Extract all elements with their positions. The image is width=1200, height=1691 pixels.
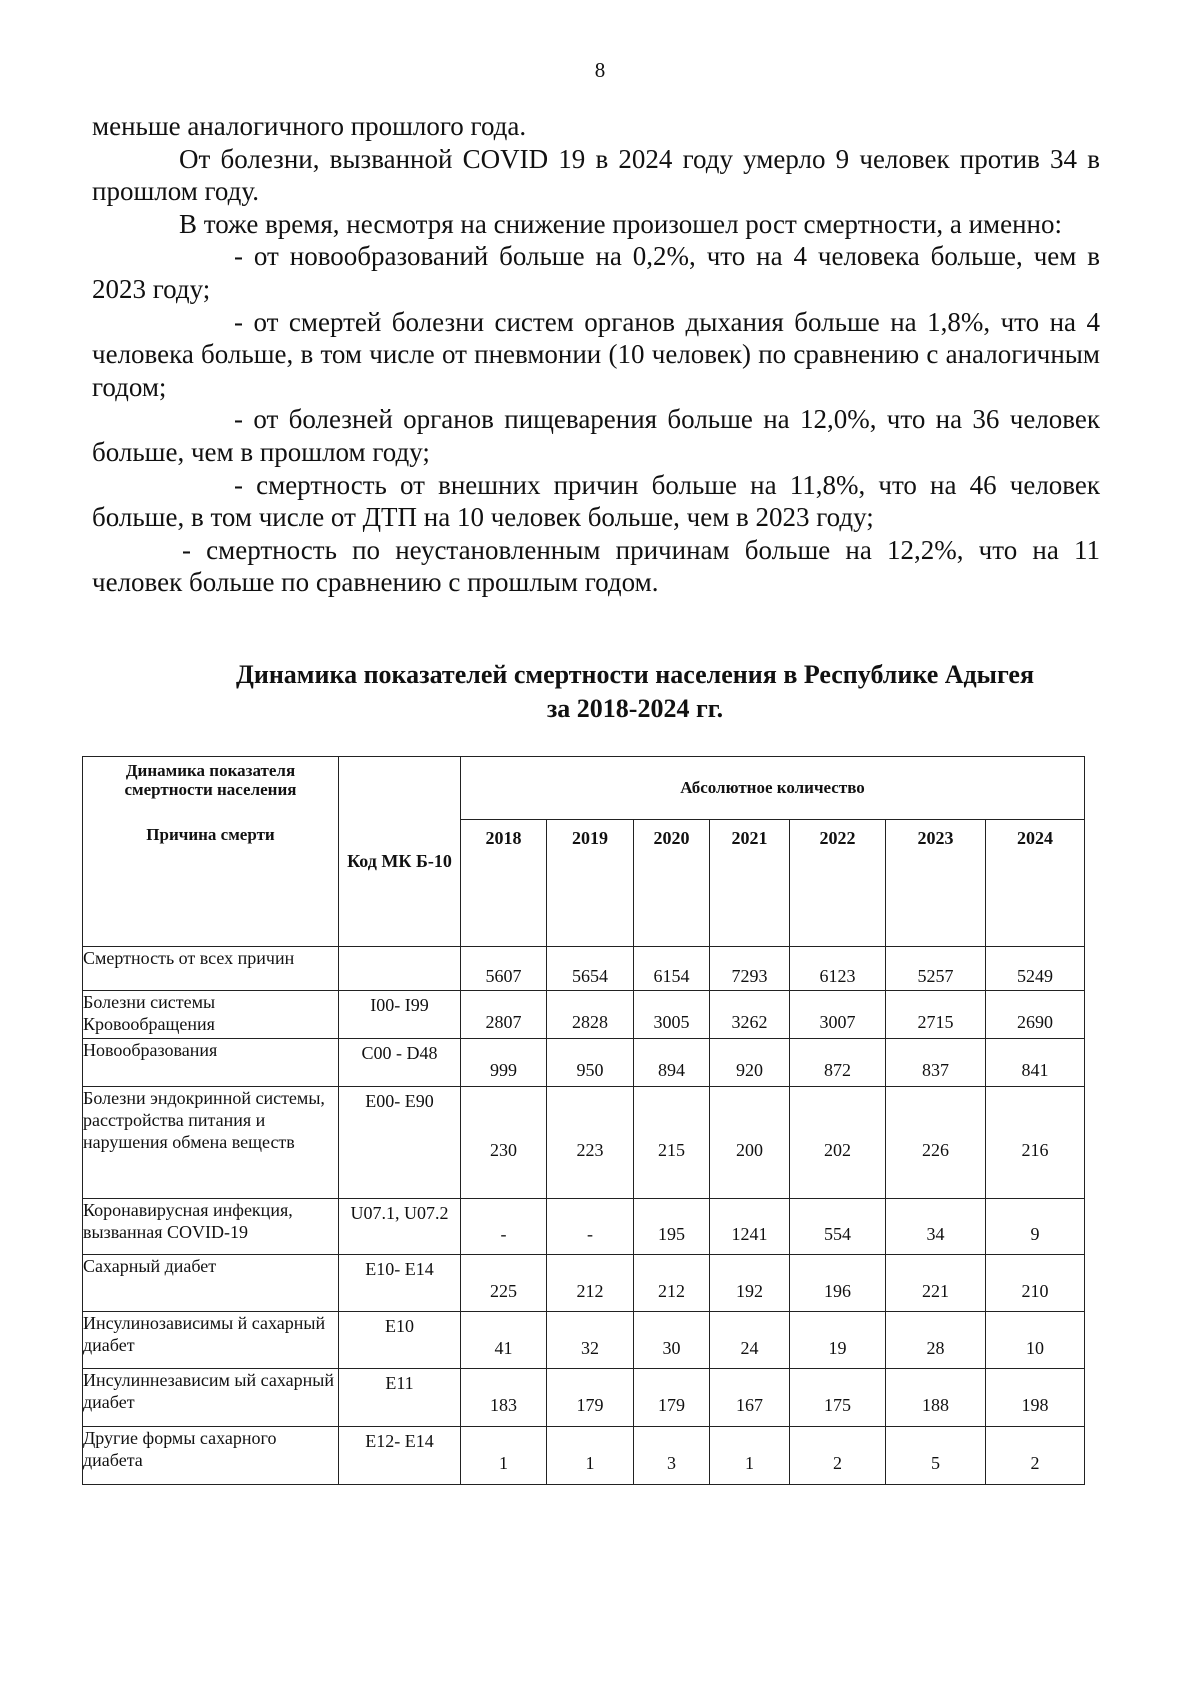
row-value: 9 <box>986 1199 1085 1255</box>
row-value: 167 <box>710 1369 790 1427</box>
row-value: 894 <box>634 1039 710 1087</box>
row-value: 10 <box>986 1312 1085 1369</box>
row-value: - <box>461 1199 547 1255</box>
header-absolute: Абсолютное количество <box>461 757 1085 820</box>
table-row <box>83 1039 1085 1087</box>
row-value: 950 <box>547 1039 634 1087</box>
row-value: 554 <box>790 1199 886 1255</box>
row-value: 2690 <box>986 991 1085 1039</box>
row-value: 2 <box>986 1427 1085 1485</box>
row-value: 183 <box>461 1369 547 1427</box>
header-year: 2024 <box>986 820 1085 947</box>
row-code: E10 <box>339 1312 461 1369</box>
row-value: 1 <box>710 1427 790 1485</box>
table-row <box>83 1087 1085 1199</box>
row-code: E00- E90 <box>339 1087 461 1199</box>
row-value: 188 <box>886 1369 986 1427</box>
header-year: 2023 <box>886 820 986 947</box>
row-value: 5249 <box>986 947 1085 991</box>
row-code <box>339 947 461 991</box>
paragraph: В тоже время, несмотря на снижение произошел рост смертности, а именно: <box>179 208 1063 239</box>
table-title-line: за 2018-2024 гг. <box>546 694 724 723</box>
row-value: 19 <box>790 1312 886 1369</box>
paragraph-bullet: - от новообразований больше на 0,2%, что на 4 человека больше, чем в 2023 году; <box>92 241 1100 304</box>
row-value: 5607 <box>461 947 547 991</box>
row-value: 5 <box>886 1427 986 1485</box>
row-value: 225 <box>461 1255 547 1312</box>
header-cause: Причина смерти <box>146 825 275 844</box>
row-value: 2807 <box>461 991 547 1039</box>
row-value: 202 <box>790 1087 886 1199</box>
header-year: 2019 <box>547 820 634 947</box>
header-indicator: Динамика показателя смертности населения <box>124 761 297 799</box>
row-value: 920 <box>710 1039 790 1087</box>
row-value: 841 <box>986 1039 1085 1087</box>
table-row <box>83 1369 1085 1427</box>
row-value: 41 <box>461 1312 547 1369</box>
header-year: 2022 <box>790 820 886 947</box>
row-code: C00 - D48 <box>339 1039 461 1087</box>
row-cause: Сахарный диабет <box>83 1255 339 1312</box>
body-text <box>92 110 1100 599</box>
page-number: 8 <box>594 58 606 82</box>
paragraph: меньше аналогичного прошлого года. <box>92 111 527 141</box>
row-value: 226 <box>886 1087 986 1199</box>
row-value: 179 <box>547 1369 634 1427</box>
row-value: 230 <box>461 1087 547 1199</box>
row-value: - <box>547 1199 634 1255</box>
row-value: 28 <box>886 1312 986 1369</box>
row-cause: Болезни системы Кровообращения <box>83 991 339 1039</box>
row-value: 872 <box>790 1039 886 1087</box>
row-value: 212 <box>547 1255 634 1312</box>
row-value: 3007 <box>790 991 886 1039</box>
row-value: 1241 <box>710 1199 790 1255</box>
table-row <box>83 1427 1085 1485</box>
row-value: 175 <box>790 1369 886 1427</box>
header-year: 2020 <box>634 820 710 947</box>
row-value: 212 <box>634 1255 710 1312</box>
row-value: 32 <box>547 1312 634 1369</box>
header-code: Код МК Б-10 <box>339 757 461 947</box>
row-value: 215 <box>634 1087 710 1199</box>
row-code: I00- I99 <box>339 991 461 1039</box>
row-code: E12- E14 <box>339 1427 461 1485</box>
row-cause: Смертность от всех причин <box>83 947 339 991</box>
row-value: 2828 <box>547 991 634 1039</box>
row-value: 7293 <box>710 947 790 991</box>
table-row <box>83 1312 1085 1369</box>
row-value: 192 <box>710 1255 790 1312</box>
paragraph: От болезни, вызванной COVID 19 в 2024 году умерло 9 человек против 34 в прошлом году. <box>92 143 1100 207</box>
row-cause: Инсулиннезависим ый сахарный диабет <box>83 1369 339 1427</box>
table-body <box>83 947 1085 1485</box>
table-row <box>83 991 1085 1039</box>
row-cause: Коронавирусная инфекция, вызванная COVID-19 <box>83 1199 339 1255</box>
header-year: 2021 <box>710 820 790 947</box>
row-value: 30 <box>634 1312 710 1369</box>
row-value: 223 <box>547 1087 634 1199</box>
table-title-line: Динамика показателей смертности населения в Республике Адыгея <box>235 660 1035 689</box>
header-year: 2018 <box>461 820 547 947</box>
row-value: 999 <box>461 1039 547 1087</box>
row-value: 195 <box>634 1199 710 1255</box>
row-value: 1 <box>547 1427 634 1485</box>
row-value: 210 <box>986 1255 1085 1312</box>
row-value: 196 <box>790 1255 886 1312</box>
row-cause: Новообразования <box>83 1039 339 1087</box>
row-value: 200 <box>710 1087 790 1199</box>
table-row <box>83 1255 1085 1312</box>
paragraph-bullet: - смертность по неустановленным причинам больше на 12,2%, что на 11 человек больше по сравнению с прошлым годом. <box>92 534 1100 598</box>
row-cause: Другие формы сахарного диабета <box>83 1427 339 1485</box>
paragraph-bullet: - от смертей болезни систем органов дыхания больше на 1,8%, что на 4 человека больше, в том числе от пневмонии (10 человек) по сравнению с аналогичным годом; <box>92 306 1100 402</box>
row-value: 1 <box>461 1427 547 1485</box>
row-value: 24 <box>710 1312 790 1369</box>
row-value: 6123 <box>790 947 886 991</box>
row-value: 179 <box>634 1369 710 1427</box>
row-value: 2 <box>790 1427 886 1485</box>
paragraph-bullet: - смертность от внешних причин больше на 11,8%, что на 46 человек больше, в том числе от ДТП на 10 человек больше, чем в 2023 году; <box>92 469 1100 533</box>
row-value: 5257 <box>886 947 986 991</box>
paragraph-bullet: - от болезней органов пищеварения больше на 12,0%, что на 36 человек больше, чем в прошлом году; <box>92 404 1100 467</box>
row-value: 6154 <box>634 947 710 991</box>
row-value: 198 <box>986 1369 1085 1427</box>
row-code: E11 <box>339 1369 461 1427</box>
row-cause: Инсулинозависимы й сахарный диабет <box>83 1312 339 1369</box>
row-value: 5654 <box>547 947 634 991</box>
mortality-table <box>82 756 1085 1485</box>
row-code: E10- E14 <box>339 1255 461 1312</box>
row-value: 2715 <box>886 991 986 1039</box>
table-row <box>83 1199 1085 1255</box>
row-value: 3005 <box>634 991 710 1039</box>
row-cause: Болезни эндокринной системы, расстройства питания и нарушения обмена веществ <box>83 1087 339 1199</box>
row-value: 34 <box>886 1199 986 1255</box>
table-row <box>83 947 1085 991</box>
row-value: 3 <box>634 1427 710 1485</box>
row-code: U07.1, U07.2 <box>339 1199 461 1255</box>
row-value: 837 <box>886 1039 986 1087</box>
header-cause-cell <box>83 757 339 947</box>
row-value: 221 <box>886 1255 986 1312</box>
table-title <box>160 658 1110 726</box>
row-value: 3262 <box>710 991 790 1039</box>
row-value: 216 <box>986 1087 1085 1199</box>
